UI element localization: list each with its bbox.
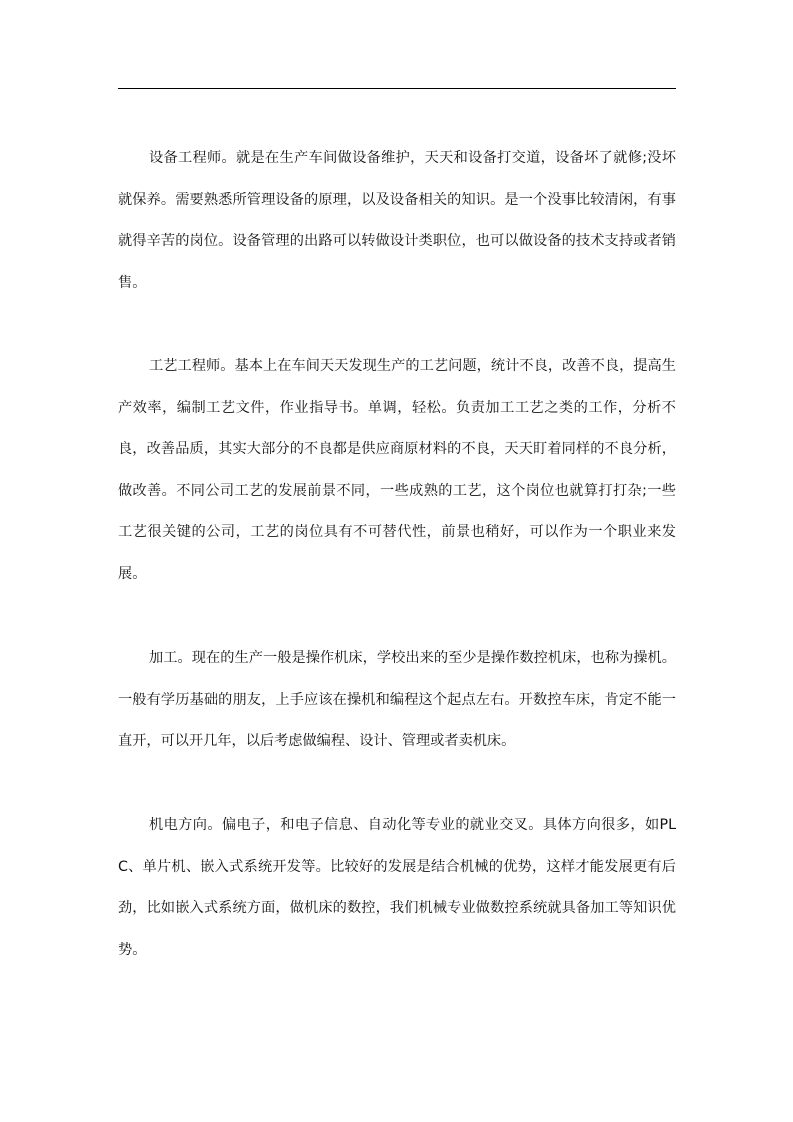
paragraph-process-engineer: 工艺工程师。基本上在车间天天发现生产的工艺问题，统计不良，改善不良，提高生产效率，编制工艺文件，作业指导书。单调，轻松。负责加工工艺之类的工作，分析不良，改善品质，其实大部分的不良都是供应商原材料的不良，天天盯着同样的不良分析，做改善。不同公司工艺的发展前景不同，一些成熟的工艺，这个岗位也就算打打杂;一些工艺很关键的公司，工艺的岗位具有不可替代性，前景也稍好，可以作为一个职业来发展。 (118, 358, 676, 582)
paragraph-equipment-engineer: 设备工程师。就是在生产车间做设备维护，天天和设备打交道，设备坏了就修;没坏就保养。需要熟悉所管理设备的原理，以及设备相关的知识。是一个没事比较清闲，有事就得辛苦的岗位。设备管理的出路可以转做设计类职位，也可以做设备的技术支持或者销售。 (118, 150, 676, 291)
header-rule (118, 88, 676, 89)
paragraph-mechatronics: 机电方向。偏电子，和电子信息、自动化等专业的就业交叉。具体方向很多，如PLC、单片机、嵌入式系统开发等。比较好的发展是结合机械的优势，这样才能发展更有后劲，比如嵌入式系统方面，做机床的数控，我们机械专业做数控系统就具备加工等知识优势。 (118, 817, 676, 958)
paragraph-machining: 加工。现在的生产一般是操作机床，学校出来的至少是操作数控机床，也称为操机。一般有学历基础的朋友，上手应该在操机和编程这个起点左右。开数控车床，肯定不能一直开，可以开几年，以后考虑做编程、设计、管理或者卖机床。 (118, 650, 676, 750)
